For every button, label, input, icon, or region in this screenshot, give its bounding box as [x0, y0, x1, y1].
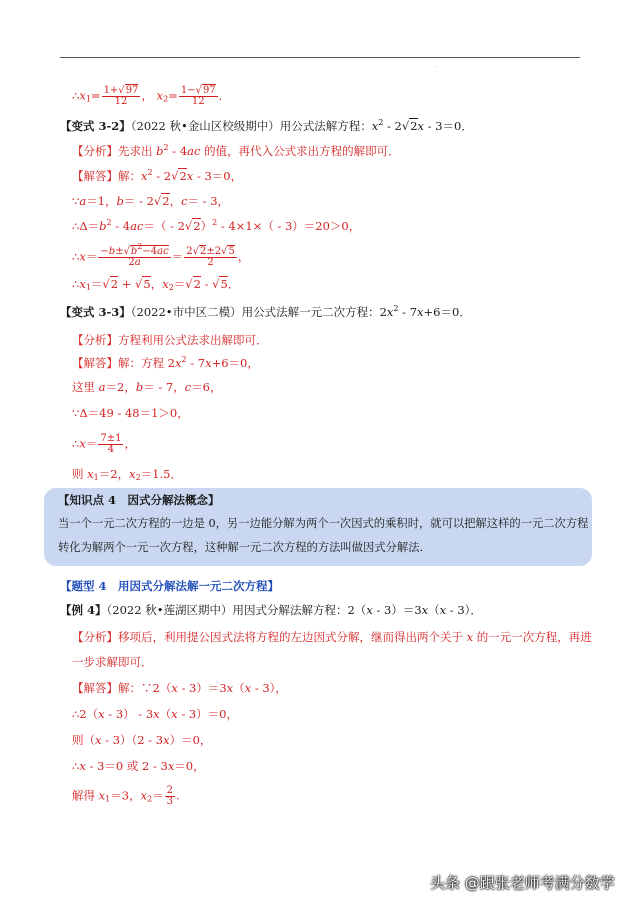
ex32-analysis: 【分析】先求出 $b^2 - 4ac$ 的值，再代入公式求出方程的解即可． — [72, 143, 400, 158]
knowledge-box — [44, 488, 592, 566]
header-rule — [60, 57, 580, 58]
ex32-step-2: ∵a＝1，b＝ - 2√2，c＝ - 3， — [72, 194, 230, 208]
ex33-step-3: ∵Δ＝49 - 48＝1＞0， — [72, 406, 189, 420]
type4-title: 【题型 4 用因式分解法解一元二次方程】 — [60, 579, 280, 593]
ex33-step-1: 【解答】解：方程 $2x^2 - 7x+6=0$， — [72, 355, 259, 370]
ex32-step-3: $\therefore\Delta=b^2 - 4ac=( - 2√2)^2 - 4\times 1\times( - 3)=20>0$， — [72, 218, 361, 233]
ex33-step-2: 这里 a＝2，b＝ - 7，c＝6， — [72, 380, 222, 394]
watermark: 头条 @跟张老师考满分数学 — [430, 874, 615, 892]
knowledge-line-2: 转化为解两个一元一次方程，这种解一元二次方程的方法叫做因式分解法. — [58, 541, 424, 554]
ex32-step-1: 【解答】解：$x^2 - 2√2x - 3=0$， — [72, 168, 243, 183]
ex32-tag: 【变式 3-2】 — [60, 119, 131, 133]
ex4-analysis-2: 一步求解即可． — [72, 655, 153, 669]
ex32-previous-solution: $\therefore x_1=$ $\frac{1+√97}{12}$ ， $x_2=$ $\frac{1-√97}{12}$ ． — [72, 85, 231, 107]
knowledge-line-1: 当一个一元二次方程的一边是 0，另一边能分解为两个一次因式的乘积时，就可以把解这样的一元二次方程 — [58, 517, 589, 530]
ex4-step-5: 解得 $x_1=3$，$x_2=$ $\frac{2}{3}$ . — [72, 785, 180, 807]
ex4-step-1: 【解答】解：∵2（x - 3）＝3x（x - 3）， — [72, 681, 287, 695]
ex32-step-5: $\therefore x_1=√2 + √5$，$x_2=√2 - √5$． — [72, 277, 240, 292]
ex33-question: 【变式 3-3】（2022•市中区二模）用公式法解一元二次方程：$2x^2 - 7x+6=0$． — [60, 304, 471, 319]
ex33-step-4: ∴x＝ $\frac{7\pm 1}{4}$ ， — [72, 433, 136, 455]
ex4-step-2: ∴2（x - 3） - 3x（x - 3）＝0， — [72, 707, 239, 721]
ex32-source: （2022 秋•金山区校级期中） — [130, 119, 280, 133]
ex4-step-4: ∴x - 3＝0 或 2 - 3x＝0， — [72, 759, 205, 773]
ex32-step-4: ∴x＝ $\frac{-b\pm√b^2-4ac}{2a}$ ＝ $\frac{2√2\pm 2√5}{2}$ ， — [72, 242, 250, 268]
ex33-analysis: 【分析】方程利用公式法求出解即可． — [72, 333, 268, 347]
ex4-question: 【例 4】（2022 秋•莲湖区期中）用因式分解法解方程：2（x - 3）＝3x（x - 3）． — [60, 603, 482, 617]
knowledge-title: 【知识点 4 因式分解法概念】 — [58, 493, 220, 507]
ex32-question-text: 用公式法解方程： — [279, 119, 372, 133]
ex4-analysis-1: 【分析】移项后，利用提公因式法将方程的左边因式分解，继而得出两个关于 x 的一元一次方程，再进 — [72, 630, 592, 644]
ex32-question: 【变式 3-2】（2022 秋•金山区校级期中）用公式法解方程：$x^2 - 2√2x - 3=0$． — [60, 118, 473, 133]
ex4-step-3: 则（x - 3）（2 - 3x）＝0， — [72, 733, 212, 747]
ex33-step-5: 则 $x_1=2$，$x_2=1.5$． — [72, 467, 182, 482]
page-mark: · — [434, 64, 436, 71]
